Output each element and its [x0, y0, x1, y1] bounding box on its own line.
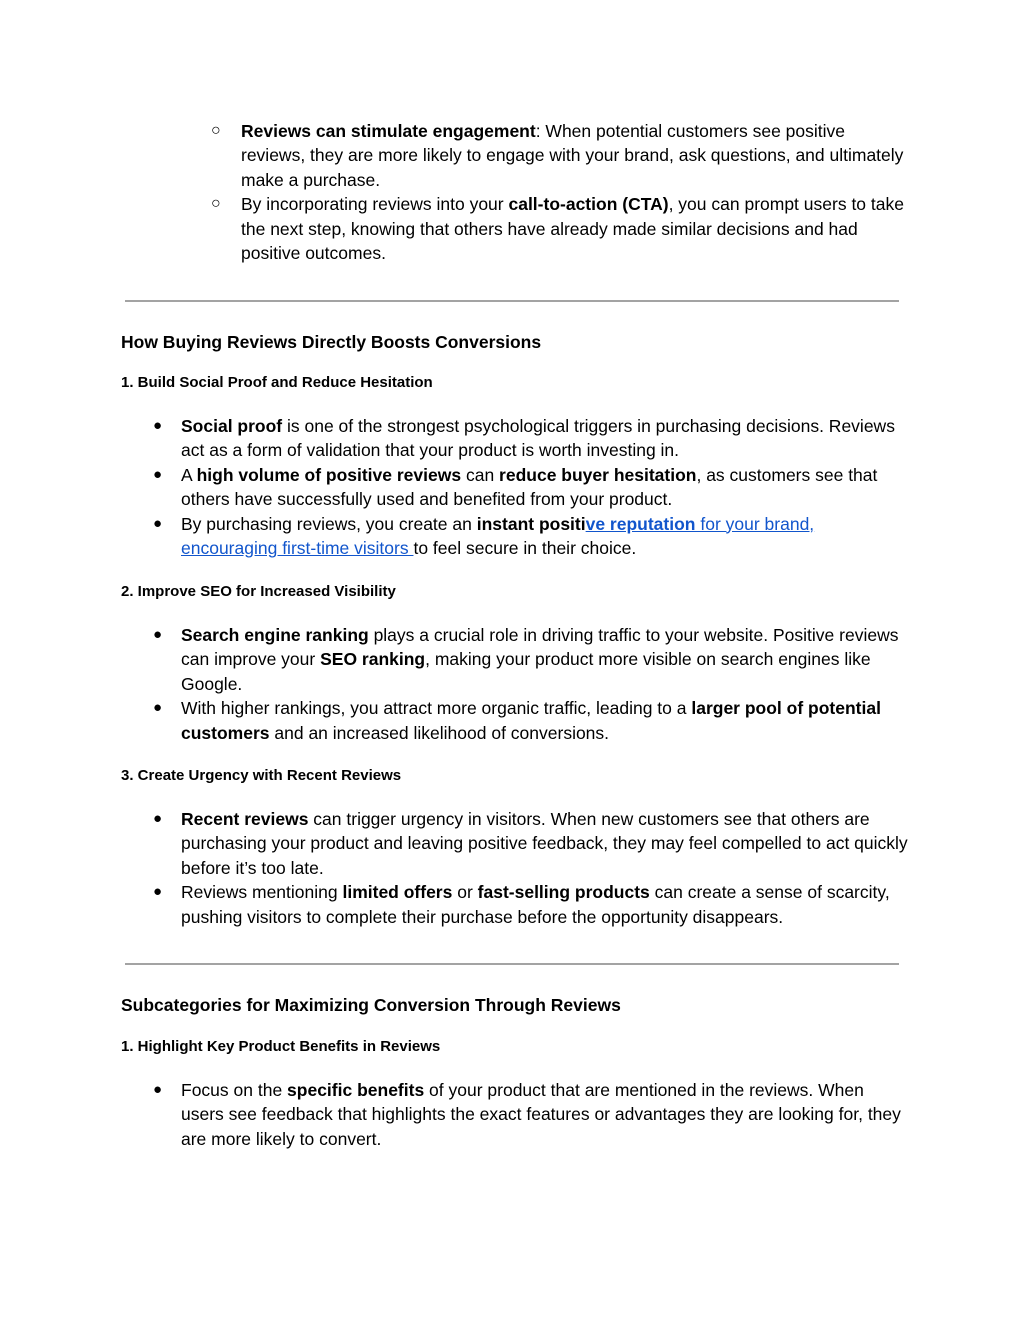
list-item: ● Reviews mentioning limited offers or fast-selling products can create a sense of scarcity, pushing visitors to complete their purchase before the opportunity disappears. — [153, 882, 890, 927]
list-item: ● Social proof is one of the strongest psychological triggers in purchasing decisions. Reviews act as a form of validation that your product is worth investing in. — [153, 416, 895, 461]
list-item: ● A high volume of positive reviews can reduce buyer hesitation, as customers see that others have successfully used and benefited from your product. — [153, 464, 878, 510]
section-heading: How Buying Reviews Directly Boosts Conversions — [121, 332, 542, 352]
bullet-list — [153, 623, 911, 745]
bullet-icon: ● — [153, 699, 163, 717]
subsection-heading: 2. Improve SEO for Increased Visibility — [121, 583, 396, 600]
circle-bullet-icon: ○ — [211, 122, 221, 139]
section-heading: Subcategories for Maximizing Conversion Through Reviews — [121, 995, 621, 1015]
horizontal-divider — [125, 300, 899, 302]
list-item: ● Search engine ranking plays a crucial role in driving traffic to your website. Positive reviews can improve your SEO ranking, making your product more visible on search engines like Google. — [153, 625, 899, 694]
bullet-icon: ● — [153, 514, 163, 532]
horizontal-divider — [125, 963, 899, 965]
subsection-heading: 1. Highlight Key Product Benefits in Reviews — [121, 1038, 441, 1055]
list-item: ● Focus on the specific benefits of your product that are mentioned in the reviews. When users see feedback that highlights the exact features or advantages they are looking for, they are more likely to convert. — [153, 1080, 901, 1149]
bullet-list — [153, 414, 911, 560]
list-item: ● Recent reviews can trigger urgency in visitors. When new customers see that others are purchasing your product and leaving positive feedback, they may feel compelled to act quickly before it’s too late. — [153, 809, 908, 878]
bullet-icon: ● — [153, 417, 163, 434]
bullet-icon: ● — [153, 883, 163, 901]
subsection-heading: 1. Build Social Proof and Reduce Hesitation — [121, 374, 433, 391]
bullet-list — [153, 1078, 911, 1151]
list-item: ● With higher rankings, you attract more organic traffic, leading to a larger pool of potential customers and an increased likelihood of conversions. — [153, 698, 881, 743]
reputation-link[interactable]: ve reputation for your brand, encouraging first-time visitors — [181, 513, 815, 559]
list-item: ○ By incorporating reviews into your call-to-action (CTA), you can prompt users to take the next step, knowing that others have already made similar decisions and had positive outcomes. — [211, 194, 904, 264]
intro-sublist — [211, 119, 911, 265]
bullet-icon: ● — [153, 1081, 163, 1098]
list-item: ○ Reviews can stimulate engagement: When potential customers see positive reviews, they are more likely to engage with your brand, ask questions, and ultimately make a purchase. — [211, 121, 904, 190]
list-item: ● By purchasing reviews, you create an instant positive reputation for your brand, encouraging first-time visitors to feel secure in their choice. — [153, 513, 815, 559]
bullet-icon: ● — [153, 810, 163, 827]
bullet-icon: ● — [153, 465, 163, 483]
circle-bullet-icon: ○ — [211, 195, 221, 213]
bullet-list — [153, 807, 911, 929]
subsection-heading: 3. Create Urgency with Recent Reviews — [121, 767, 402, 784]
bullet-icon: ● — [153, 626, 163, 643]
